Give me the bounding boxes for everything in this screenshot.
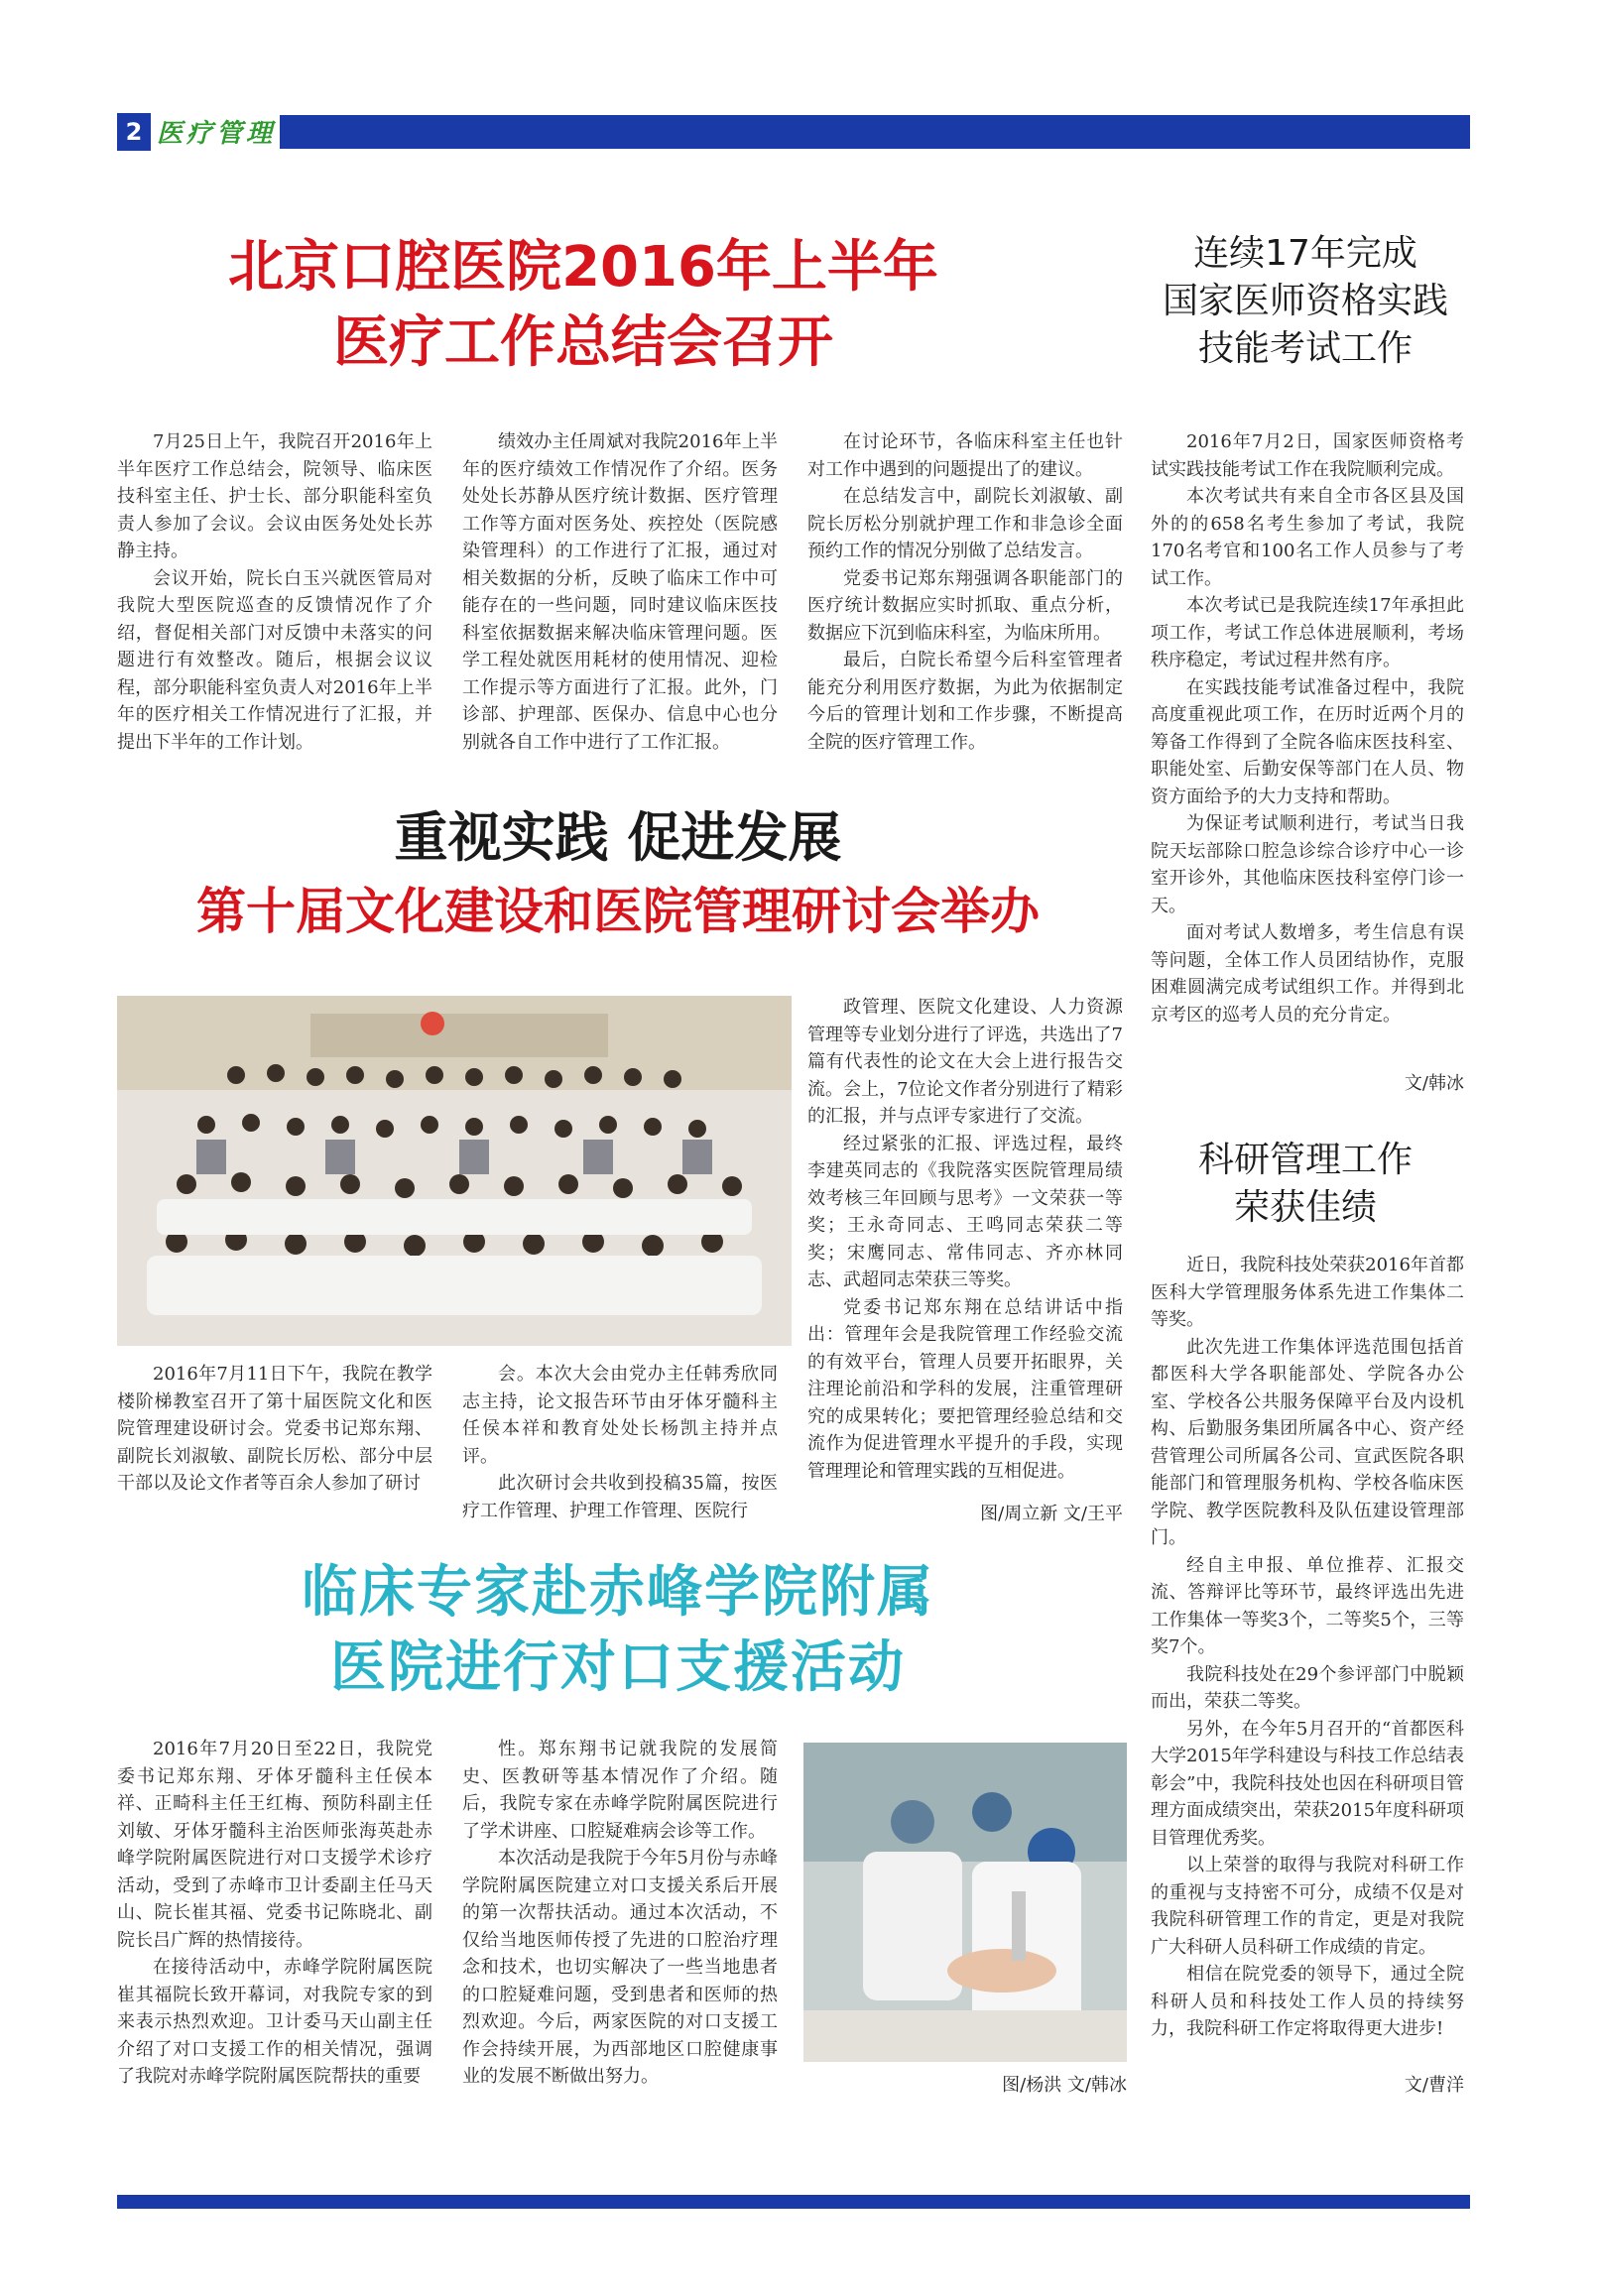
- article1-col2: [462, 428, 778, 756]
- paragraph: 2016年7月11日下午，我院在教学楼阶梯教室召开了第十届医院文化和医院管理建设研讨会。党委书记郑东翔、副院长刘淑敏、副院长厉松、部分中层干部以及论文作者等百余人参加了研讨: [117, 1364, 432, 1494]
- paragraph: 近日，我院科技处荣获2016年首都医科大学管理服务体系先进工作集体二等奖。: [1151, 1255, 1464, 1330]
- article1-title-line1: 北京口腔医院2016年上半年: [228, 235, 938, 300]
- paragraph: 在讨论环节，各临床科室主任也针对工作中遇到的问题提出了的建议。: [807, 431, 1123, 480]
- group-photo: [117, 996, 792, 1346]
- paragraph: 本次活动是我院于今年5月份与赤峰学院附属医院建立对口支援关系后开展的第一次帮扶活动。通过本次活动，不仅给当地医师传授了先进的口腔治疗理念和技术，也切实解决了一些当地患者的口腔疑难问题，受到患者和医师的热烈欢迎。今后，两家医院的对口支援工作会持续开展，为西部地区口腔健康事业的发展不断做出努力。: [462, 1848, 778, 2087]
- article2-title-line2: 第十届文化建设和医院管理研讨会举办: [196, 883, 1040, 940]
- article1-title-line2: 医疗工作总结会召开: [333, 310, 833, 375]
- paragraph: 会议开始，院长白玉兴就医管局对我院大型医院巡查的反馈情况作了介绍，督促相关部门对反馈中未落实的问题进行有效整改。随后，根据会议议程，部分职能科室负责人对2016年上半年的医疗相关工作情况进行了汇报，并提出下半年的工作计划。: [117, 567, 432, 753]
- sidebar1-title: [1141, 230, 1470, 373]
- header-bar: [280, 115, 1470, 149]
- dental-photo: [803, 1743, 1127, 2062]
- section-name: 医疗管理: [157, 119, 277, 149]
- group-photo-illustration: [117, 996, 792, 1346]
- dental-photo-illustration: [803, 1743, 1127, 2062]
- paragraph: 我院科技处在29个参评部门中脱颖而出，荣获二等奖。: [1151, 1663, 1464, 1712]
- article3-col2: [462, 1736, 778, 2091]
- article2-credit: 图/周立新 文/王平: [980, 1504, 1123, 1524]
- paragraph: 面对考试人数增多，考生信息有误等问题，全体工作人员团结协作，克服困难圆满完成考试组织工作。并得到北京考区的巡考人员的充分肯定。: [1151, 922, 1464, 1026]
- paragraph: 性。郑东翔书记就我院的发展简史、医教研等基本情况作了介绍。随后，我院专家在赤峰学院附属医院进行了学术讲座、口腔疑难病会诊等工作。: [462, 1739, 778, 1842]
- sidebar2-credit: 文/曹洋: [1404, 2075, 1464, 2096]
- paragraph: 此次先进工作集体评选范围包括首都医科大学各职能部处、学院各办公室、学校各公共服务保障平台及内设机构、后勤服务集团所属各中心、资产经营管理公司所属各公司、宣武医院各职能部门和管理服务机构、学校各临床医学院、教学医院教科及队伍建设管理部门。: [1151, 1336, 1464, 1548]
- sidebar1-body: [1151, 428, 1464, 1028]
- paragraph: 以上荣誉的取得与我院对科研工作的重视与支持密不可分，成绩不仅是对我院科研管理工作的肯定，更是对我院广大科研人员科研工作成绩的肯定。: [1151, 1855, 1464, 1958]
- article3-title: [117, 1555, 1119, 1706]
- paragraph: 绩效办主任周斌对我院2016年上半年的医疗绩效工作情况作了介绍。医务处处长苏静从医疗统计数据、医疗管理工作等方面对医务处、疾控处（医院感染管理科）的工作进行了汇报，通过对相关数据的分析，反映了临床工作中可能存在的一些问题，同时建议临床医技科室依据数据来解决临床管理问题。医学工程处就医用耗材的使用情况、迎检工作提示等方面进行了汇报。此外，门诊部、护理部、医保办、信息中心也分别就各自工作中进行了工作汇报。: [462, 431, 778, 753]
- sidebar2-body: [1151, 1252, 1464, 2043]
- paragraph: 在实践技能考试准备过程中，我院高度重视此项工作，在历时近两个月的筹备工作得到了全院各临床医技科室、职能处室、后勤安保等部门在人员、物资方面给予的大力支持和帮助。: [1151, 676, 1464, 807]
- paragraph: 2016年7月2日，国家医师资格考试实践技能考试工作在我院顺利完成。: [1151, 431, 1464, 480]
- paragraph: 本次考试已是我院连续17年承担此项工作，考试工作总体进展顺利，考场秩序稳定，考试过程井然有序。: [1151, 595, 1464, 670]
- article3-credit: 图/杨洪 文/韩冰: [1002, 2075, 1127, 2096]
- paragraph: 会。本次大会由党办主任韩秀欣同志主持，论文报告环节由牙体牙髓科主任侯本祥和教育处处长杨凯主持并点评。: [462, 1364, 778, 1467]
- paragraph: 政管理、医院文化建设、人力资源管理等专业划分进行了评选，共选出了7篇有代表性的论文在大会上进行报告交流。会上，7位论文作者分别进行了精彩的汇报，并与点评专家进行了交流。: [807, 997, 1123, 1127]
- paragraph: 党委书记郑东翔强调各职能部门的医疗统计数据应实时抓取、重点分析，数据应下沉到临床科室，为临床所用。: [807, 567, 1123, 644]
- paragraph: 经自主申报、单位推荐、汇报交流、答辩评比等环节，最终评选出先进工作集体一等奖3个，二等奖5个，三等奖7个。: [1151, 1554, 1464, 1657]
- sidebar1-credit: 文/韩冰: [1404, 1073, 1464, 1094]
- article3-title-line1: 临床专家赴赤峰学院附属: [302, 1560, 934, 1625]
- article2-title: [117, 801, 1119, 948]
- paragraph: 此次研讨会共收到投稿35篇，按医疗工作管理、护理工作管理、医院行: [462, 1473, 778, 1521]
- article1-col3: [807, 428, 1123, 756]
- sidebar1-title-line3: 技能考试工作: [1197, 328, 1413, 369]
- sidebar2-title-line2: 荣获佳绩: [1233, 1187, 1377, 1228]
- article3-col1: [117, 1736, 432, 2091]
- article2-title-line1: 重视实践 促进发展: [394, 806, 842, 869]
- paragraph: 2016年7月20日至22日，我院党委书记郑东翔、牙体牙髓科主任侯本祥、正畸科主任王红梅、预防科副主任刘敏、牙体牙髓科主治医师张海英赴赤峰学院附属医院进行对口支援学术诊疗活动，受到了赤峰市卫计委副主任马天山、院长崔其福、党委书记陈晓北、副院长吕广辉的热情接待。: [117, 1739, 432, 1951]
- paragraph: 另外，在今年5月召开的“首都医科大学2015年学科建设与科技工作总结表彰会”中，我院科技处也因在科研项目管理方面成绩突出，荣获2015年度科研项目管理优秀奖。: [1151, 1718, 1464, 1849]
- paragraph: 本次考试共有来自全市各区县及国外的的658名考生参加了考试，我院170名考官和100名工作人员参与了考试工作。: [1151, 486, 1464, 589]
- sidebar2-title: [1141, 1137, 1470, 1232]
- sidebar2-title-line1: 科研管理工作: [1197, 1140, 1413, 1180]
- sidebar1-title-line2: 国家医师资格实践: [1162, 281, 1448, 321]
- article1-title: [117, 230, 1049, 381]
- article2-col2: [462, 1361, 778, 1524]
- sidebar1-title-line1: 连续17年完成: [1193, 233, 1417, 274]
- paragraph: 党委书记郑东翔在总结讲话中指出：管理年会是我院管理工作经验交流的有效平台，管理人员要开拓眼界，关注理论前沿和学科的发展，注重管理研究的成果转化；要把管理经验总结和交流作为促进管理水平提升的手段，实现管理理论和管理实践的互相促进。: [807, 1296, 1123, 1482]
- paragraph: 在总结发言中，副院长刘淑敏、副院长厉松分别就护理工作和非急诊全面预约工作的情况分别做了总结发言。: [807, 486, 1123, 561]
- article1-col1: [117, 428, 432, 756]
- paragraph: 在接待活动中，赤峰学院附属医院崔其福院长致开幕词，对我院专家的到来表示热烈欢迎。卫计委马天山副主任介绍了对口支援工作的相关情况，强调了我院对赤峰学院附属医院帮扶的重要: [117, 1957, 432, 2087]
- footer-bar: [117, 2195, 1470, 2209]
- paragraph: 最后，白院长希望今后科室管理者能充分利用医疗数据，为此为依据制定今后的管理计划和工作步骤，不断提高全院的医疗管理工作。: [807, 650, 1123, 753]
- article2-col1: [117, 1361, 432, 1498]
- paragraph: 相信在院党委的领导下，通过全院科研人员和科技处工作人员的持续努力，我院科研工作定将取得更大进步!: [1151, 1964, 1464, 2039]
- article2-col-right: [807, 994, 1123, 1485]
- article3-title-line2: 医院进行对口支援活动: [330, 1635, 906, 1700]
- paragraph: 经过紧张的汇报、评选过程，最终李建英同志的《我院落实医院管理局绩效考核三年回顾与思考》一文荣获一等奖；王永奇同志、王鸣同志荣获二等奖；宋鹰同志、常伟同志、齐亦林同志、武超同志荣获三等奖。: [807, 1133, 1123, 1290]
- page-number: 2: [117, 113, 151, 151]
- paragraph: 7月25日上午，我院召开2016年上半年医疗工作总结会，院领导、临床医技科室主任、护士长、部分职能科室负责人参加了会议。会议由医务处处长苏静主持。: [117, 431, 432, 561]
- paragraph: 为保证考试顺利进行，考试当日我院天坛部除口腔急诊综合诊疗中心一诊室开诊外，其他临床医技科室停门诊一天。: [1151, 813, 1464, 916]
